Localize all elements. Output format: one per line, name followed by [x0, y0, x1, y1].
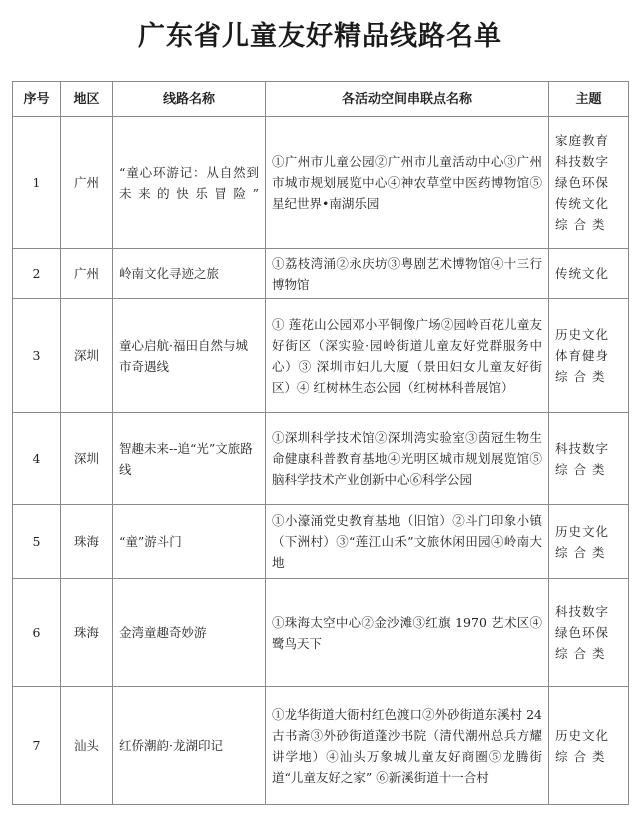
theme-item: 综 合 类: [555, 544, 606, 560]
table-row: [13, 117, 629, 249]
row-theme: [549, 299, 629, 413]
row-area: 深圳: [61, 299, 113, 413]
table-row: [13, 687, 629, 805]
theme-item: 科技数字: [555, 440, 610, 456]
theme-item: 综 合 类: [555, 217, 606, 232]
theme-item: 历史文化: [555, 327, 610, 342]
row-nodes: ①深圳科学技术馆②深圳湾实验室③茵冠生物生命健康科普教育基地④光明区城市规划展览馆⑤脑科学技术产业创新中心⑥科学公园: [266, 413, 549, 505]
table-row: [13, 579, 629, 687]
row-number: 7: [13, 687, 61, 805]
row-number: 1: [13, 117, 61, 249]
theme-item: 综 合 类: [555, 646, 606, 661]
table-row: [13, 413, 629, 505]
row-area: 汕头: [61, 687, 113, 805]
header-no: 序号: [13, 82, 61, 117]
theme-item: 绿色环保: [555, 625, 610, 640]
row-route-name: 岭南文化寻迹之旅: [113, 249, 266, 299]
header-nodes: 各活动空间串联点名称: [266, 82, 549, 117]
theme-item: 历史文化: [555, 727, 610, 743]
row-route-name: 童心启航·福田自然与城市奇遇线: [113, 299, 266, 413]
row-number: 5: [13, 505, 61, 579]
theme-item: 绿色环保: [555, 175, 610, 190]
theme-item: 科技数字: [555, 604, 610, 619]
row-number: 6: [13, 579, 61, 687]
theme-item: 综 合 类: [555, 369, 606, 384]
row-nodes: ①广州市儿童公园②广州市儿童活动中心③广州市城市规划展览中心④神农草堂中医药博物馆⑤星纪世界•南湖乐园: [266, 117, 549, 249]
table-header-row: [13, 82, 629, 117]
row-theme: [549, 505, 629, 579]
row-route-name: “童心环游记：从自然到未来的快乐冒险”: [113, 117, 266, 249]
theme-item: 传统文化: [555, 196, 610, 211]
row-theme: [549, 249, 629, 299]
header-theme: 主题: [549, 82, 629, 117]
row-area: 广州: [61, 117, 113, 249]
row-area: 广州: [61, 249, 113, 299]
theme-item: 科技数字: [555, 154, 610, 169]
header-area: 地区: [61, 82, 113, 117]
header-route: 线路名称: [113, 82, 266, 117]
theme-item: 家庭教育: [555, 133, 610, 148]
row-area: 深圳: [61, 413, 113, 505]
row-area: 珠海: [61, 579, 113, 687]
row-number: 3: [13, 299, 61, 413]
route-table: [12, 81, 629, 805]
table-row: [13, 249, 629, 299]
row-route-name: “童”游斗门: [113, 505, 266, 579]
page-title: 广东省儿童友好精品线路名单: [138, 21, 502, 52]
theme-item: 体育健身: [555, 348, 610, 363]
theme-item: 传统文化: [555, 266, 610, 281]
row-theme: [549, 413, 629, 505]
row-nodes: ① 莲花山公园邓小平铜像广场②园岭百花儿童友好街区（深实验·园岭街道儿童友好党群服务中心）③ 深圳市妇儿大厦（景田妇女儿童友好街区）④ 红树林生态公园（红树林科普展馆）: [266, 299, 549, 413]
row-route-name: 红侨潮韵·龙湖印记: [113, 687, 266, 805]
row-theme: [549, 117, 629, 249]
row-number: 2: [13, 249, 61, 299]
row-route-name: 智趣未来--追“光”文旅路线: [113, 413, 266, 505]
theme-item: 综 合 类: [555, 748, 606, 764]
row-number: 4: [13, 413, 61, 505]
row-nodes: ①龙华街道大衙村红色渡口②外砂街道东溪村 24 古书斋③外砂街道蓬沙书院（清代潮州总兵方耀讲学地）④汕头万象城儿童友好商圈⑤龙腾街道“儿童友好之家” ⑥新溪街道十一合村: [266, 687, 549, 805]
row-nodes: ①珠海太空中心②金沙滩③红旗 1970 艺术区④鹭鸟天下: [266, 579, 549, 687]
row-nodes: ①荔枝湾涌②永庆坊③粤剧艺术博物馆④十三行博物馆: [266, 249, 549, 299]
row-nodes: ①小濠涌党史教育基地（旧馆）②斗门印象小镇（下洲村）③“莲江山禾”文旅休闲田园④岭南大地: [266, 505, 549, 579]
row-route-name: 金湾童趣奇妙游: [113, 579, 266, 687]
row-area: 珠海: [61, 505, 113, 579]
row-theme: [549, 579, 629, 687]
theme-item: 历史文化: [555, 523, 610, 539]
table-row: [13, 505, 629, 579]
theme-item: 综 合 类: [555, 461, 606, 477]
table-row: [13, 299, 629, 413]
row-theme: [549, 687, 629, 805]
